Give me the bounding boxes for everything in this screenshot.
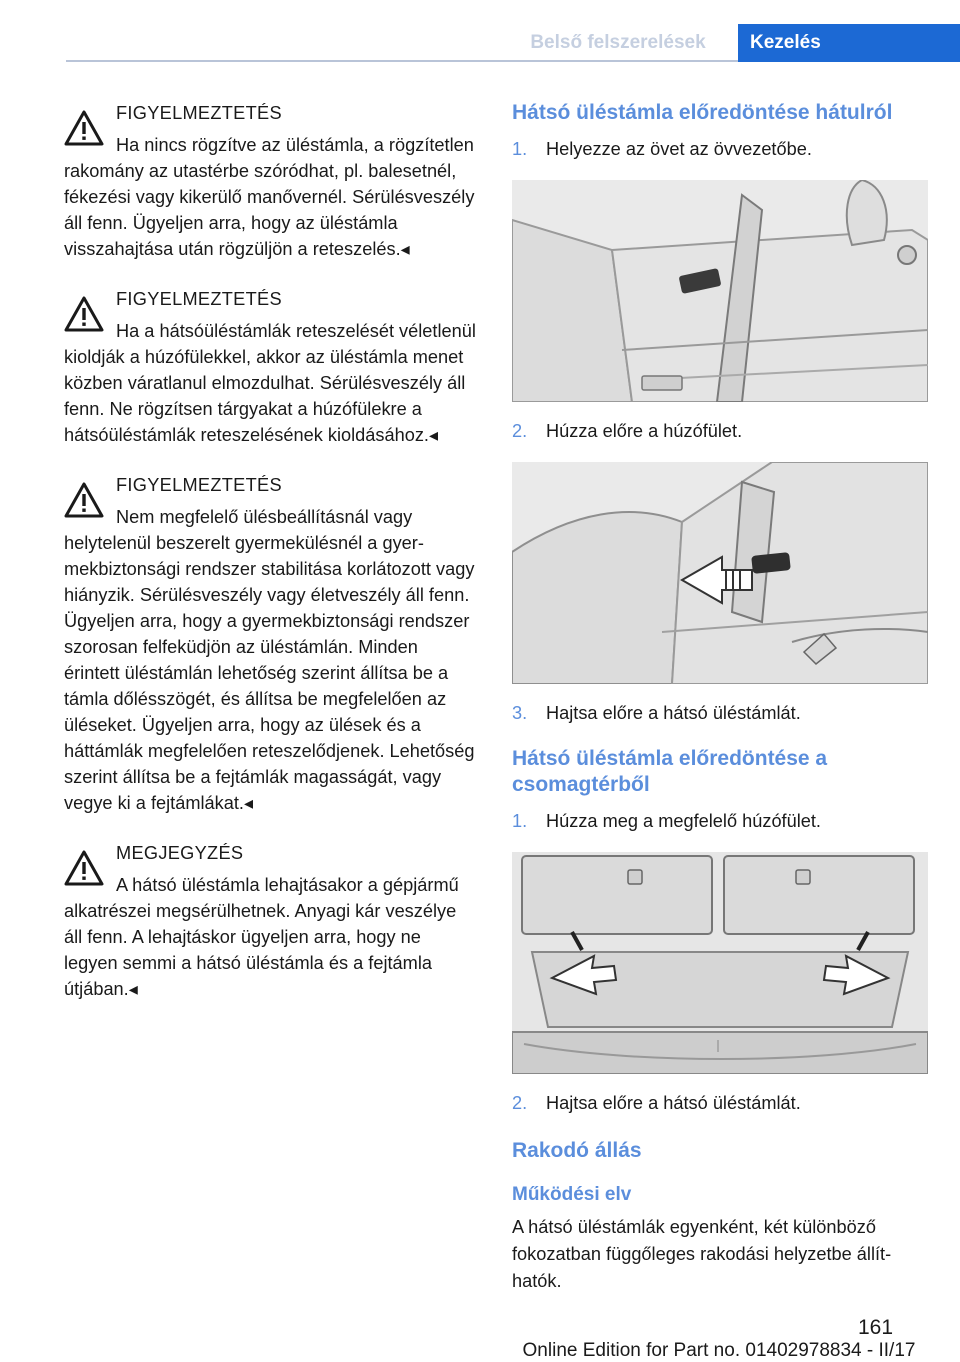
warning-title: FIGYELMEZTETÉS [116,103,282,123]
subheading-principle: Működési elv [512,1184,632,1205]
warning-block [64,472,478,816]
step-item [512,700,928,726]
section-heading-loading-position: Rakodó állás [512,1139,642,1162]
header-section-label: Belső felszerelések [530,32,706,53]
step-number: 1. [512,811,528,831]
step-text: Hajtsa előre a hátsó üléstámlát. [546,703,801,723]
warning-title: FIGYELMEZTETÉS [116,289,282,309]
luggage-compartment-illustration [512,852,928,1074]
notice-text: A hátsó üléstámla lehajtásakor a gépjármű alkatrészei megsérülhetnek. Anyagi kár veszélye áll fenn. A lehajtáskor ügyeljen arra, hogy ne legyen semmi a hátsó üléstámla és a fejtámla útjában.◂ [64,875,459,999]
instructions-column [512,100,928,1295]
step-number: 2. [512,1093,528,1113]
pull-tab-illustration [512,462,928,684]
step-number: 3. [512,703,528,723]
warning-triangle-icon [64,850,104,886]
warning-title: FIGYELMEZTETÉS [116,475,282,495]
footer-edition-text: Online Edition for Part no. 01402978834 - II/17 [522,1340,916,1361]
step-number: 2. [512,421,528,441]
step-item [512,136,928,162]
warning-block [64,100,478,262]
header-chapter-tab: Kezelés [738,24,960,62]
section-heading-from-trunk: Hátsó üléstámla előredöntése a csomagtérből [512,747,828,796]
warning-triangle-icon [64,482,104,518]
principle-text: A hátsó üléstámlák egyenként, két különböző fokozatban függőleges rakodási helyzetbe állíthatók. [512,1217,892,1291]
step-item [512,418,928,444]
notice-title: MEGJEGYZÉS [116,843,244,863]
warning-text: Ha a hátsóüléstámlák reteszelését véletlenül kioldják a húzófülekkel, akkor az üléstámla menet közben váratlanul elmozdulhat. Sérülésveszély áll fenn. Ne rögzítsen tárgyakat a húzófülekre a hátsóüléstámlák reteszelésének kioldásához.◂ [64,321,476,445]
step-item [512,1090,928,1116]
step-text: Helyezze az övet az övvezetőbe. [546,139,812,159]
seat-belt-guide-illustration [512,180,928,402]
warnings-column [64,100,478,1026]
warning-triangle-icon [64,110,104,146]
warning-text: Nem megfelelő ülésbeállításnál vagy helytelenül beszerelt gyermekülésnél a gyermekbiztonsági rendszer stabilitása korlátozott vagy hiányzik. Sérülésveszély vagy életveszély áll fenn. Ügyeljen arra, hogy a gyermekbiztonsági rendszer szorosan felfeküdjön az üléstámlán. Minden érintett üléstámlán lehetőség szerint állítsa be a támla dőlésszögét, és állítsa be megfelelően az üléseket. Ügyeljen arra, hogy az ülések és a háttámlák megfelelően reteszelődjenek. Lehetőség szerint állítsa be a fejtámlák magasságát, vagy vegye ki a fejtámlákat.◂ [64,507,475,813]
step-number: 1. [512,139,528,159]
step-text: Húzza előre a húzófület. [546,421,743,441]
warning-triangle-icon [64,296,104,332]
notice-block [64,840,478,1002]
warning-text: Ha nincs rögzítve az üléstámla, a rögzítetlen rakomány az utastérbe szóródhat, pl. balesetnél, fékezési vagy kikerülő manővernél. Sérülésveszély áll fenn. Ügyeljen arra, hogy az üléstámla visszahajtása után rögzüljön a reteszelés.◂ [64,135,475,259]
warning-block [64,286,478,448]
step-text: Húzza meg a megfelelő húzófület. [546,811,821,831]
step-item [512,808,928,834]
section-heading-from-rear: Hátsó üléstámla előredöntése hátulról [512,101,893,124]
page-number: 161 [858,1316,894,1339]
step-text: Hajtsa előre a hátsó üléstámlát. [546,1093,801,1113]
